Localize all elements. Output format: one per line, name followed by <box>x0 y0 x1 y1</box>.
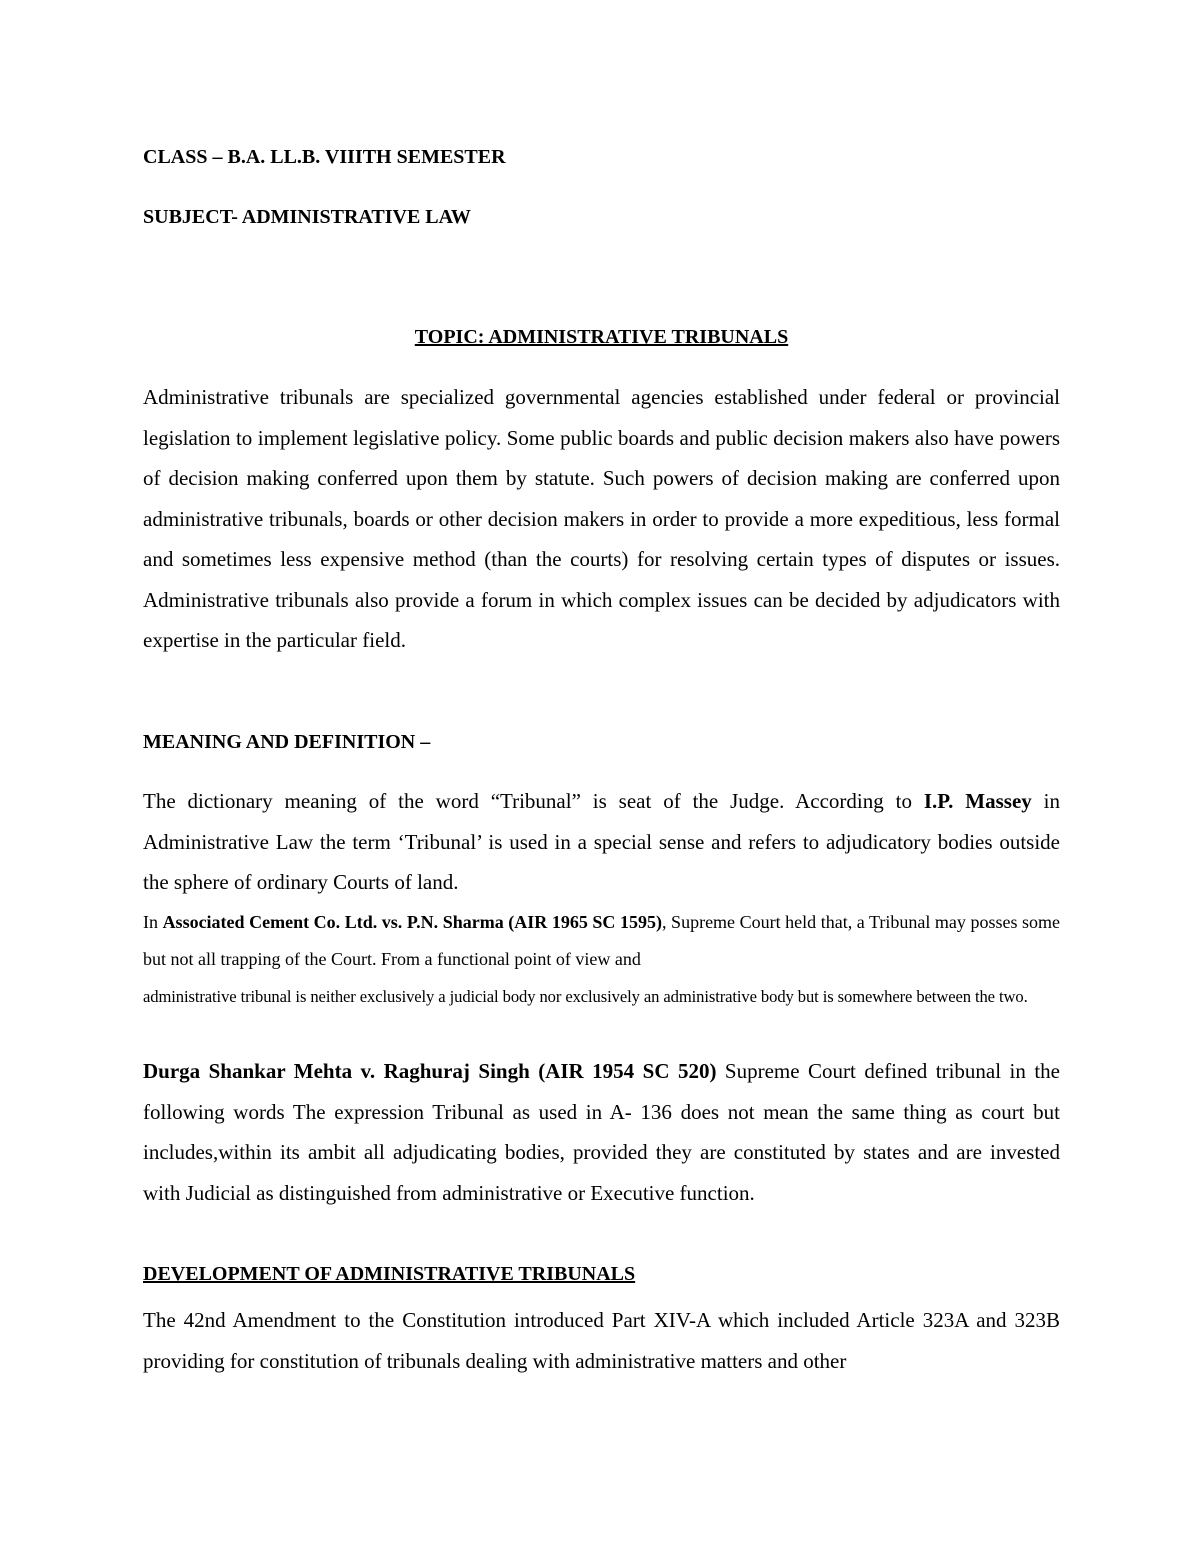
meaning-p1-text-a: The dictionary meaning of the word “Tribunal” is seat of the Judge. According to <box>143 789 924 813</box>
development-heading: DEVELOPMENT OF ADMINISTRATIVE TRIBUNALS <box>143 1263 636 1285</box>
class-line: CLASS – B.A. LL.B. VIIITH SEMESTER <box>143 146 506 168</box>
meaning-paragraph-2 <box>143 904 1060 978</box>
case-citation-durga-shankar: Durga Shankar Mehta v. Raghuraj Singh (AIR 1954 SC 520) <box>143 1059 717 1083</box>
subject-line: SUBJECT- ADMINISTRATIVE LAW <box>143 206 471 228</box>
meaning-p2-text-a: In <box>143 912 163 932</box>
author-name: I.P. Massey <box>923 789 1032 813</box>
development-paragraph-1: The 42nd Amendment to the Constitution introduced Part XIV-A which included Article 323A and 323B providing for constitution of tribunals dealing with administrative matters and other <box>143 1308 1060 1373</box>
meaning-heading: MEANING AND DEFINITION – <box>143 731 431 753</box>
meaning-paragraph-2-continued: administrative tribunal is neither exclusively a judicial body nor exclusively an administrative body but is somewhere between the two. <box>143 987 1028 1006</box>
topic-title: TOPIC: ADMINISTRATIVE TRIBUNALS <box>414 326 789 348</box>
meaning-p3-text: Supreme Court defined tribunal in the following words The expression Tribunal as used in A- 136 does not mean the same thing as court but includes,within its ambit all adjudicating bodies, provided they are constituted by states and are invested with Judicial as distinguished from administrative or Executive function. <box>143 1059 1060 1205</box>
meaning-p1-text-b: in Administrative Law the term ‘Tribunal’ is used in a special sense and refers to adjudicatory bodies outside the sphere of ordinary Courts of land. <box>143 789 1060 894</box>
meaning-p2-text-b: , Supreme Court held that, a Tribunal may posses some but not all trapping of the Court. From a functional point of view and <box>143 912 1061 969</box>
meaning-paragraph-3 <box>143 1051 1060 1213</box>
intro-paragraph: Administrative tribunals are specialized governmental agencies established under federal or provincial legislation to implement legislative policy. Some public boards and public decision makers also have powers of decision making conferred upon them by statute. Such powers of decision making are conferred upon administrative tribunals, boards or other decision makers in order to provide a more expeditious, less formal and sometimes less expensive method (than the courts) for resolving certain types of disputes or issues. Administrative tribunals also provide a forum in which complex issues can be decided by adjudicators with expertise in the particular field. <box>143 385 1060 652</box>
meaning-paragraph-1 <box>143 781 1060 903</box>
case-citation-associated-cement: Associated Cement Co. Ltd. vs. P.N. Sharma (AIR 1965 SC 1595) <box>162 912 662 932</box>
